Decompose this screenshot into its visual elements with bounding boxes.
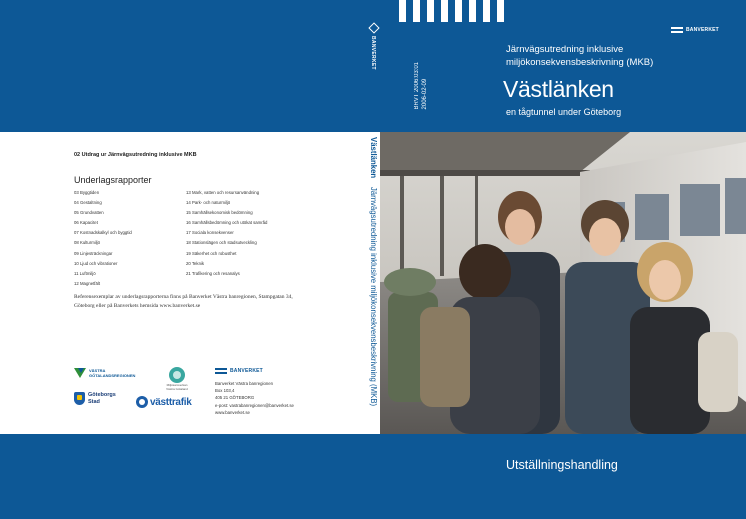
address-line: 405 21 GÖTEBORG — [215, 395, 255, 401]
ms-name-line: Miljösamverkan — [166, 383, 188, 387]
report-item: 21 Trafikering och resanalys — [186, 270, 240, 276]
report-item: 12 Magnetfält — [74, 280, 101, 286]
vgr-emblem-icon — [74, 368, 86, 378]
vgr-name-line: GÖTALANDSREGIONEN — [89, 373, 136, 378]
cover-bottom-band — [0, 434, 746, 519]
banverket-icon — [215, 367, 227, 375]
back-kicker: 02 Utdrag ur Järnvägsutredning inklusive MKB — [74, 152, 197, 158]
spine-brand-text: BANVERKET — [370, 36, 376, 70]
document-date: 2006-02-09 — [422, 78, 428, 110]
cover-subtitle-line: Järnvägsutredning inklusive — [506, 44, 624, 55]
email-line: e-post: vastrabanregionen@banverket.se — [215, 402, 294, 408]
document-code: BRVT 2006:03:01 — [414, 62, 420, 110]
spine-banverket-logo — [370, 24, 378, 84]
back-heading: Underlagsrapporter — [74, 175, 152, 185]
report-item: 13 Mark, vatten och resursanvändning — [186, 190, 260, 195]
address-line: Banverket Västra banregionen — [215, 381, 274, 386]
report-item: 18 Stationslägen och stadsutveckling — [186, 240, 257, 246]
banverket-wordmark: BANVERKET — [686, 27, 719, 33]
report-item: 03 Byggtiden — [74, 190, 100, 195]
address-line: Box 103,4 — [215, 388, 235, 394]
report-item: 14 Park- och naturmiljö — [186, 200, 231, 206]
cover-subtitle — [506, 43, 706, 69]
vasttrafik-emblem-icon — [136, 396, 148, 408]
reports-list — [74, 188, 364, 289]
report-item: 06 Kapacitet — [74, 220, 98, 226]
cover-subtitle-line: miljökonsekvensbeskrivning (MKB) — [506, 57, 654, 68]
report-item: 20 Teknik — [186, 260, 205, 266]
vastra-gotalandsregionen-logo — [74, 368, 135, 378]
vgr-name-line: VÄSTRA — [89, 368, 106, 373]
report-item: 09 Linjesträckningar — [74, 250, 113, 256]
spine-subtitle: Järnvägsutredning inklusive miljökonsekvensbeskrivning (MKB) — [369, 186, 378, 407]
report-item: 17 Sociala konsekvenser — [186, 230, 234, 236]
city-shield-icon — [74, 392, 85, 405]
banverket-logo — [671, 26, 719, 34]
report-item: 19 Säkerhet och robusthet — [186, 250, 237, 256]
platform-scene-illustration — [380, 132, 746, 434]
gbg-name-line: Stad — [88, 398, 100, 405]
banverket-wordmark: BANVERKET — [230, 368, 263, 374]
report-item: 15 Samhällsekonomisk bedömning — [186, 210, 253, 216]
document-status-label: Utställningshandling — [506, 458, 618, 472]
report-item: 04 Gestaltning — [74, 200, 102, 206]
reports-column-right — [186, 188, 346, 289]
website-line: www.banverket.se — [215, 409, 250, 415]
banverket-icon — [671, 26, 683, 34]
report-item: 08 Kulturmiljö — [74, 240, 101, 246]
document-codes — [413, 62, 429, 109]
report-item: 10 Ljud och vibrationer — [74, 260, 118, 266]
gbg-name-line: Göteborgs — [88, 392, 116, 398]
banverket-mark-icon — [368, 22, 379, 33]
vasttrafik-wordmark: västtrafik — [150, 396, 192, 408]
report-item: 11 Luftmiljö — [74, 270, 96, 276]
contact-address — [215, 380, 294, 416]
vasttrafik-logo — [136, 396, 191, 408]
report-item: 16 Samhällsbedömning och utökat samråd — [186, 220, 268, 226]
reference-note: Referensexemplar av underlagsrapporterna finns på Banverket Västra banregionen, Stampgatan 34, Göteborg eller på Banverkets hemsida www.banverket.se — [74, 294, 293, 309]
spine-text — [369, 137, 378, 406]
miljosamverkan-emblem-icon — [169, 367, 185, 383]
report-item: 07 Kostnadskalkyl och byggtid — [74, 230, 132, 236]
barcode-stripes — [399, 0, 504, 22]
banverket-back-logo — [215, 367, 263, 375]
cover-title: Västlänken — [503, 76, 614, 102]
report-item: 05 Grundvatten — [74, 210, 104, 216]
ms-name-line: Västra Götaland — [166, 386, 188, 391]
cover-photo — [380, 132, 746, 434]
spine-title: Västlänken — [369, 137, 378, 179]
miljosamverkan-logo — [156, 367, 198, 391]
cover-tagline: en tågtunnel under Göteborg — [506, 107, 622, 117]
goteborgs-stad-logo — [74, 392, 116, 405]
reports-column-left — [74, 188, 184, 289]
